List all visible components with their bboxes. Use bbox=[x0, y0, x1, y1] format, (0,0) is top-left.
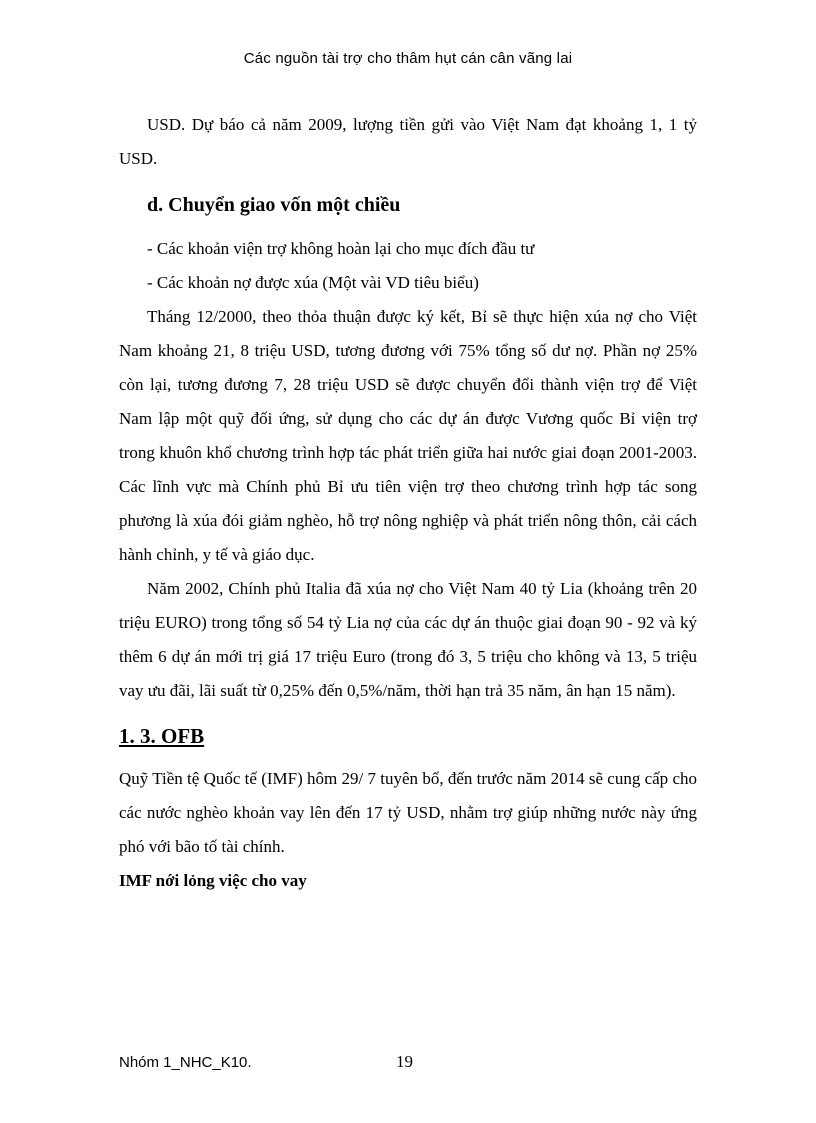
running-header: Các nguồn tài trợ cho thâm hụt cán cân vãng lai bbox=[243, 50, 573, 67]
footer-group-label: Nhóm 1_NHC_K10. bbox=[119, 1054, 252, 1071]
list-item-grants: - Các khoản viện trợ không hoàn lại cho mục đích đầu tư bbox=[147, 239, 535, 258]
section-heading-ofb: 1. 3. OFB bbox=[119, 724, 205, 748]
heading-one-way-transfer: d. Chuyển giao vốn một chiều bbox=[147, 194, 401, 216]
list-item-debt-forgiveness: - Các khoản nợ được xúa (Một vài VD tiêu biểu) bbox=[147, 273, 479, 292]
paragraph-belgium: Tháng 12/2000, theo thỏa thuận được ký kết, Bỉ sẽ thực hiện xúa nợ cho Việt Nam khoảng 21, 8 triệu USD, tương đương với 75% tổng số dư nợ. Phần nợ 25% còn lại, tương đương 7, 28 triệu USD sẽ được chuyển đổi thành viện trợ để Việt Nam lập một quỹ đối ứng, sử dụng cho các dự án được Vương quốc Bỉ viện trợ trong khuôn khổ chương trình hợp tác phát triển giữa hai nước giai đoạn 2001-2003. Các lĩnh vực mà Chính phủ Bỉ ưu tiên viện trợ theo chương trình hợp tác song phương là xúa đói giảm nghèo, hỗ trợ nông nghiệp và phát triển nông thôn, cải cách hành chỉnh, y tế và giáo dục. bbox=[119, 307, 697, 564]
page-number: 19 bbox=[396, 1052, 413, 1071]
paragraph-italy: Năm 2002, Chính phủ Italia đã xúa nợ cho Việt Nam 40 tỷ Lia (khoảng trên 20 triệu EURO) trong tổng số 54 tỷ Lia nợ của các dự án thuộc giai đoạn 90 - 92 và ký thêm 6 dự án mới trị giá 17 triệu Euro (trong đó 3, 5 triệu cho không và 13, 5 triệu vay ưu đãi, lãi suất từ 0,25% đến 0,5%/năm, thời hạn trả 35 năm, ân hạn 15 năm). bbox=[119, 579, 697, 700]
paragraph-imf: Quỹ Tiền tệ Quốc tế (IMF) hôm 29/ 7 tuyên bố, đến trước năm 2014 sẽ cung cấp cho các nước nghèo khoản vay lên đến 17 tỷ USD, nhằm trợ giúp những nước này ứng phó với bão tố tài chính. bbox=[119, 769, 697, 856]
document-body bbox=[119, 108, 697, 898]
paragraph-usd-forecast: USD. Dự báo cả năm 2009, lượng tiền gửi vào Việt Nam đạt khoảng 1, 1 tỷ USD. bbox=[119, 115, 697, 168]
bold-heading-imf-lending: IMF nới lỏng việc cho vay bbox=[119, 871, 307, 890]
